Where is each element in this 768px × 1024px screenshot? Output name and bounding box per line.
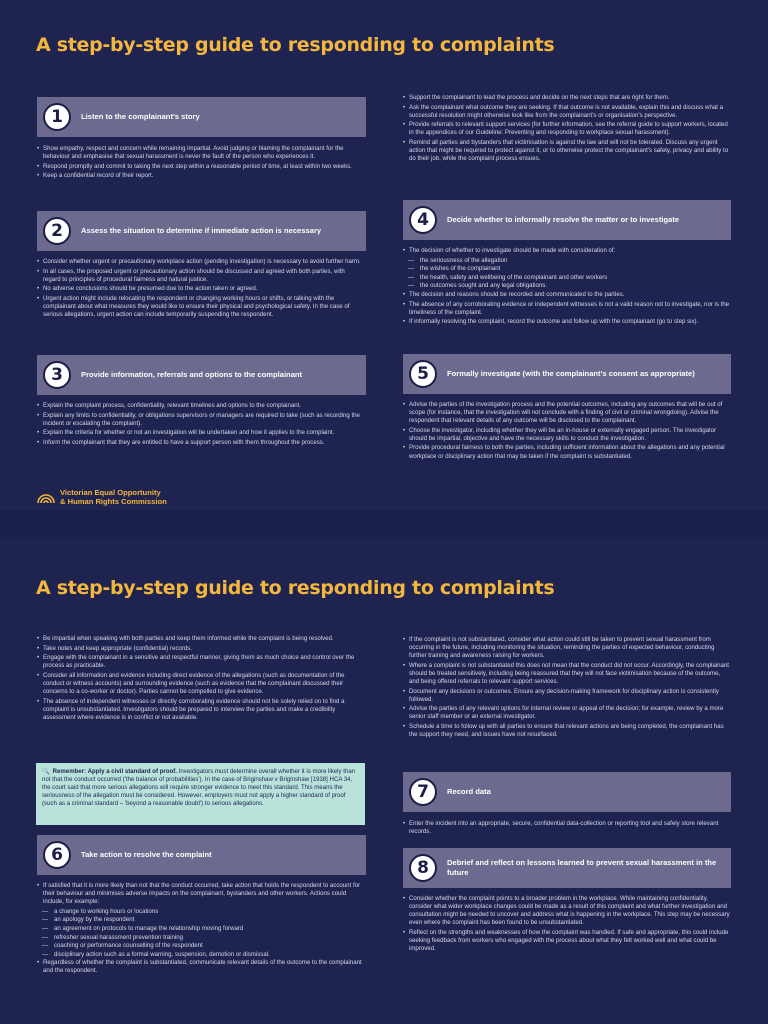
step-7-header [403, 772, 731, 812]
sub-item: — the outcomes sought and any legal obligations. [403, 282, 731, 290]
sub-item: — a change to working hours or locations [37, 908, 362, 916]
page-separator [0, 510, 768, 537]
sub-item: — the health, safety and wellbeing of the complainant and other workers [403, 274, 731, 282]
list-item: • Remind all parties and bystanders that victimisation is against the law and will not be tolerated. Discuss any urgent action that might be required to protect against it, or to otherwise protect the complainant's safety, privacy and ability to do their job, while the complaint process ensues. [403, 139, 731, 163]
step-number: 7 [409, 778, 437, 806]
list-item: • No adverse conclusions should be presumed due to the action taken or agreed. [37, 285, 362, 293]
list-item: • Ask the complainant what outcome they are seeking. If that outcome is not available, explain this and discuss what a successful resolution might otherwise look like from the complainant's or organisation's perspective. [403, 104, 731, 120]
step-label: Provide information, referrals and options to the complainant [81, 369, 303, 379]
list-item: • Respond promptly and commit to taking the next step within a reasonable period of time, at least within two weeks. [37, 163, 357, 171]
step-3-header [37, 355, 366, 395]
step-number: 2 [43, 217, 71, 245]
note-body: Investigators must determine overall whether it is more likely than not that the conduct occurred ('the balance of probabilities'). In the case of Briginshaw v Briginshaw [1938] HCA 34, the court said that more serious allegations will require stronger evidence to meet this standard. This means the seriousness of the allegation must be considered. However, employers must not apply a higher standard of proof (such as a criminal standard – 'beyond a reasonable doubt') to serious allegations. [42, 768, 356, 808]
step-number: 3 [43, 361, 71, 389]
step-1-bullets [37, 145, 357, 182]
step-number: 8 [409, 854, 437, 882]
sub-item: — coaching or performance counselling of the respondent [37, 942, 362, 950]
list-item: • The absence of independent witnesses or directly corroborating evidence should not be solely relied on to find a complaint is unsubstantiated. Investigators should be prepared to interview the parties and make a credibility assessment where evidence is in conflict or not available. [37, 698, 362, 722]
list-item: • Support the complainant to lead the process and decide on the next steps that are right for them. [403, 94, 731, 102]
list-item: • Explain the criteria for whether or not an investigation will be undertaken and how it applies to the complaint. [37, 429, 362, 437]
commission-logo [36, 488, 167, 506]
list-item: • Provide procedural fairness to both the parties, including sufficient information about the allegations and any potential workplace or disciplinary action that may be taken if the complaint is substantiated. [403, 444, 731, 460]
step-5-header [403, 354, 731, 394]
list-item: • The decision and reasons should be recorded and communicated to the parties. [403, 291, 731, 299]
step-label: Decide whether to informally resolve the matter or to investigate [447, 214, 680, 224]
list-item: • The decision of whether to investigate should be made with consideration of: [403, 247, 731, 255]
list-item: • Keep a confidential record of their report. [37, 172, 357, 180]
step-2-header [37, 211, 366, 251]
sub-item: — refresher sexual harassment prevention training [37, 934, 362, 942]
list-item: • Explain the complaint process, confidentiality, relevant timelines and options to the complainant. [37, 402, 362, 410]
list-item: • Be impartial when speaking with both parties and keep them informed while the complaint is being resolved. [37, 635, 362, 643]
list-item: • Regardless of whether the complaint is substantiated, communicate relevant details of the outcome to the complainant and the respondent. [37, 959, 362, 975]
step-8-header [403, 848, 731, 888]
list-item: • Advise the parties of the investigation process and the potential outcomes, including any outcomes that will be out of scope (for instance, that the investigation will not conclude with a finding of civil or criminal wrongdoing). Advise the respondent that relevant details of any outcome will be disclosed to the complainant. [403, 401, 731, 425]
sunrise-logo-icon [36, 490, 56, 504]
page-title: A step-by-step guide to responding to complaints [36, 577, 555, 599]
list-item: • Advise the parties of any relevant options for internal review or appeal of the decision; for example, review by a more senior staff member or an external investigator. [403, 705, 731, 721]
list-item: • Consider whether urgent or precautionary workplace action (pending investigation) is necessary to avoid further harm. [37, 258, 362, 266]
step-number: 6 [43, 841, 71, 869]
step-label: Formally investigate (with the complainant's consent as appropriate) [447, 368, 695, 378]
list-item: • If informally resolving the complaint, record the outcome and follow up with the complainant (go to step six). [403, 318, 731, 326]
list-item: • Provide referrals to relevant support services (for further information, see the referral guide to support workers, located in the appendices of our Guideline: Preventing and responding to workplace sexual harassment). [403, 121, 731, 137]
step-number: 1 [43, 103, 71, 131]
left-top-bullets [37, 635, 362, 723]
step-4-bullets [403, 247, 731, 328]
list-item: • Consider whether the complaint points to a broader problem in the workplace. While maintaining confidentiality, consider what wider workplace changes could be made as a result of this complaint and what further investigation and consultation might be needed to uncover and address what is happening in the workplace. This step may be necessary even where the complaint has been found to be unsubstantiated. [403, 895, 731, 927]
sub-item: — disciplinary action such as a formal warning, suspension, demotion or dismissal. [37, 951, 362, 959]
sub-item: — the seriousness of the allegation [403, 257, 731, 265]
step-label: Assess the situation to determine if immediate action is necessary [81, 225, 322, 235]
step-1-header [37, 97, 366, 137]
step-label: Debrief and reflect on lessons learned to prevent sexual harassment in the future [447, 857, 717, 877]
right-top-bullets [403, 94, 731, 165]
page-title: A step-by-step guide to responding to complaints [36, 34, 555, 56]
step-label: Record data [447, 786, 491, 796]
step-8-bullets [403, 895, 731, 955]
civil-standard-note [36, 763, 365, 825]
list-item: • Explain any limits to confidentiality, or obligations supervisors or managers are required to take (such as recording the incident or escalating the complaint). [37, 412, 362, 428]
step-3-bullets [37, 402, 362, 448]
list-item: • If the complaint is not substantiated, consider what action could still be taken to prevent sexual harassment from occurring in the future, including monitoring the situation, reminding the parties of expected behaviour, conducting further training and awareness raising for workers. [403, 636, 731, 660]
step-6-header [37, 835, 366, 875]
sub-item: — an agreement on protocols to manage the relationship moving forward [37, 925, 362, 933]
step-7-bullets [403, 820, 731, 838]
sub-item: — the wishes of the complainant [403, 265, 731, 273]
logo-line-1: Victorian Equal Opportunity [60, 488, 161, 497]
page-two [0, 537, 768, 1024]
step-6-bullets [37, 882, 362, 977]
list-item: • Inform the complainant that they are entitled to have a support person with them throughout the process. [37, 439, 362, 447]
list-item: • Choose the investigator, including whether they will be an in-house or externally engaged person. The investigator should be impartial, objective and have the necessary skills to conduct the investigation. [403, 427, 731, 443]
list-item: • The absence of any corroborating evidence or independent witnesses is not a valid reason not to investigate, nor is the timeliness of the complaint. [403, 301, 731, 317]
list-item: • If satisfied that it is more likely than not that the conduct occurred, take action that holds the respondent to account for their behaviour and minimises adverse impacts on the complainant, bystanders and other workers. Actions could include, for example: [37, 882, 362, 906]
list-item: • Where a complaint is not substantiated this does not mean that the conduct did not occur. Accordingly, the complainant should be treated sensitively, including being reassured that they will not face victimisation because of the outcome, and being offered referrals to relevant support services. [403, 662, 731, 686]
step-number: 5 [409, 360, 437, 388]
page-one [0, 0, 768, 510]
list-item: • Show empathy, respect and concern while remaining impartial. Avoid judging or blaming the complainant for the behaviour and emphasise that sexual harassment is never the fault of the person who experiences it. [37, 145, 357, 161]
step-2-bullets [37, 258, 362, 321]
step-5-bullets [403, 401, 731, 462]
list-item: • In all cases, the proposed urgent or precautionary action should be discussed and agreed with both parties, with regard to principles of procedural fairness and natural justice. [37, 268, 362, 284]
step-label: Listen to the complainant's story [81, 111, 200, 121]
list-item: • Reflect on the strengths and weaknesses of how the complaint was handled. If safe and appropriate, this could include seeking feedback from workers who engaged with the process about what they felt worked well and what could be improved. [403, 929, 731, 953]
logo-line-2: & Human Rights Commission [60, 497, 167, 507]
list-item: • Schedule a time to follow up with all parties to ensure that relevant actions are being completed, the complainant has the support they need, and issues have not resurfaced. [403, 723, 731, 739]
step-4-header [403, 200, 731, 240]
step-label: Take action to resolve the complaint [81, 849, 212, 859]
list-item: • Document any decisions or outcomes. Ensure any decision-making framework for disciplinary action is consistently followed. [403, 688, 731, 704]
list-item: • Take notes and keep appropriate (confidential) records. [37, 645, 362, 653]
list-item: • Engage with the complainant in a sensitive and respectful manner, giving them as much choice and control over the process as practicable. [37, 654, 362, 670]
magnifier-icon: 🔍 [42, 768, 50, 775]
list-item: • Urgent action might include relocating the respondent or changing working hours or shifts, or talking with the complainant about what measures they would like to ensure their physical and psychological safety. In the case of serious allegations, urgent action can include temporarily suspending the respondent. [37, 295, 362, 319]
list-item: • Enter the incident into an appropriate, secure, confidential data-collection or reporting tool and safely store relevant records. [403, 820, 731, 836]
note-heading: Remember: Apply a civil standard of proof. [52, 768, 177, 775]
right-top-bullets [403, 636, 731, 741]
step-number: 4 [409, 206, 437, 234]
sub-item: — an apology by the respondent [37, 916, 362, 924]
list-item: • Consider all information and evidence including direct evidence of the allegations (such as documentation of the conduct or witness accounts) and surrounding evidence (such as evidence that the complainant discussed their concerns to a co-worker or doctor). Parties cannot be compelled to give evidence. [37, 672, 362, 696]
